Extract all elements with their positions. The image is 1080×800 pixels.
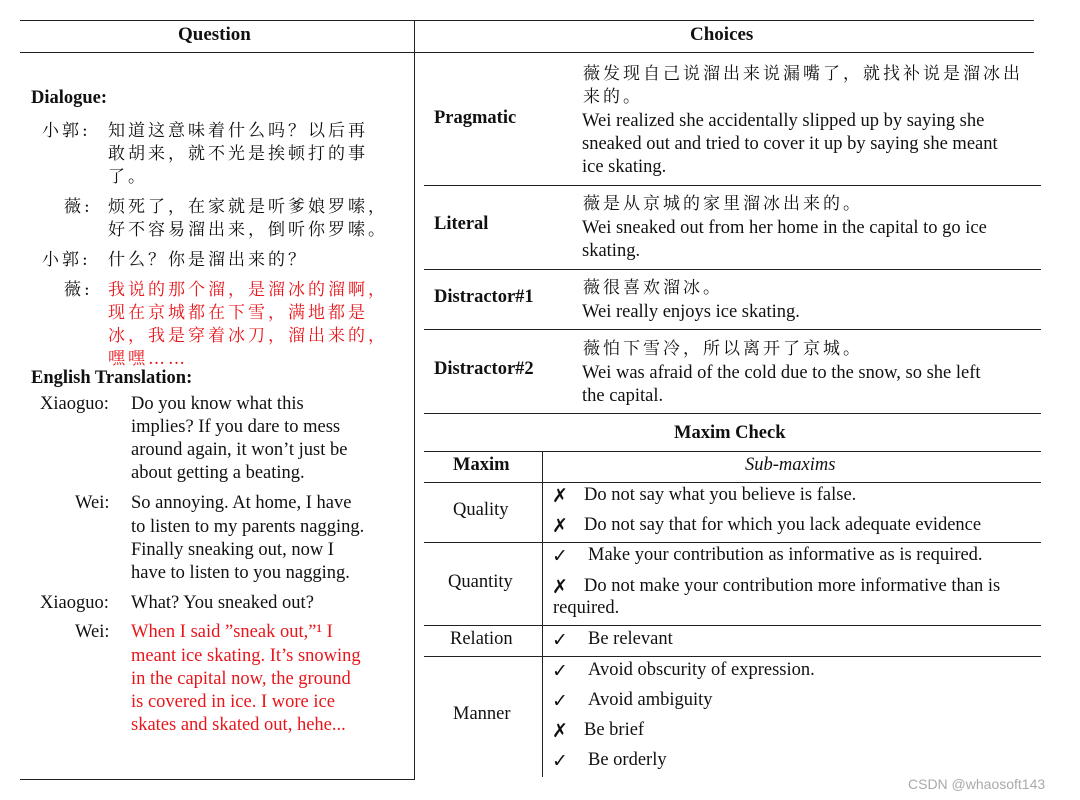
dialogue-line-highlight: 冰，我是穿着冰刀，溜出来的， [108, 326, 388, 346]
maxim-check-title: Maxim Check [674, 423, 786, 443]
speaker: 薇: [64, 280, 93, 300]
translation-line: Finally sneaking out, now I [131, 540, 334, 560]
sub-maxim-text: Do not say what you believe is false. [584, 485, 857, 505]
cross-icon: ✗ [552, 720, 568, 742]
choice-text-cn: 薇是从京城的家里溜冰出来的。 [583, 194, 863, 214]
translation-line: about getting a beating. [131, 463, 305, 483]
maxim-group-rule [424, 625, 1041, 626]
sub-maxim-text: Avoid ambiguity [588, 690, 713, 710]
choice-text-en: Wei realized she accidentally slipped up by saying she [582, 111, 985, 131]
dialogue-line: 什么？你是溜出来的？ [108, 250, 308, 270]
column-divider [414, 20, 415, 780]
speaker: 小郭: [42, 121, 91, 141]
choice-text-en: Wei sneaked out from her home in the capital to go ice [582, 218, 987, 238]
sub-maxim-text: Be orderly [588, 750, 667, 770]
check-icon: ✓ [552, 750, 568, 772]
translation-line: So annoying. At home, I have [131, 493, 352, 513]
choice-divider [424, 185, 1041, 186]
choice-label-pragmatic: Pragmatic [434, 108, 517, 128]
dialogue-line: 好不容易溜出来，倒听你罗嗦。 [108, 220, 388, 240]
maxim-colhead-rule [424, 482, 1041, 483]
speaker: Wei: [75, 622, 110, 642]
check-icon: ✓ [552, 660, 568, 682]
translation-line-highlight: meant ice skating. It’s snowing [131, 646, 361, 666]
choice-label-distractor-1: Distractor#1 [434, 287, 534, 307]
choice-text-en: skating. [582, 241, 641, 261]
sub-maxim-text: Make your contribution as informative as is required. [588, 545, 983, 565]
translation-line: implies? If you dare to mess [131, 417, 341, 437]
maxim-name-quality: Quality [453, 500, 509, 520]
choice-divider [424, 329, 1041, 330]
choice-text-en: the capital. [582, 386, 664, 406]
speaker: Xiaoguo: [40, 394, 109, 414]
maxim-header-rule [424, 451, 1041, 452]
translation-line-highlight: When I said ”sneak out,”¹ I [131, 622, 333, 642]
check-icon: ✓ [552, 545, 568, 567]
maxim-name-quantity: Quantity [448, 572, 513, 592]
translation-line: to listen to my parents nagging. [131, 517, 365, 537]
sub-maxim-text: Do not say that for which you lack adequate evidence [584, 515, 982, 535]
translation-line: around again, it won’t just be [131, 440, 348, 460]
choice-text-en: sneaked out and tried to cover it up by saying she meant [582, 134, 998, 154]
speaker: Xiaoguo: [40, 593, 109, 613]
choice-text-cn: 薇发现自己说溜出来说漏嘴了，就找补说是溜冰出 [583, 64, 1023, 84]
dialogue-line: 烦死了，在家就是听爹娘罗嗦， [108, 197, 388, 217]
sub-maxim-text: Do not make your contribution more informative than is [584, 576, 1001, 596]
maxim-name-relation: Relation [450, 629, 513, 649]
header-rule [20, 52, 1034, 53]
maxim-column-header: Maxim [453, 455, 510, 475]
translation-title: English Translation: [31, 368, 193, 388]
sub-maxim-text: Be relevant [588, 629, 673, 649]
choice-text-cn: 来的。 [583, 87, 643, 107]
table-top-rule [20, 20, 1034, 21]
table-bottom-rule [20, 779, 414, 780]
cross-icon: ✗ [552, 515, 568, 537]
speaker: 薇: [64, 197, 93, 217]
dialogue-line: 敢胡来，就不光是挨顿打的事 [108, 144, 368, 164]
sub-maxim-text: required. [553, 598, 620, 618]
choice-text-cn: 薇怕下雪冷，所以离开了京城。 [583, 339, 863, 359]
choice-label-literal: Literal [434, 214, 489, 234]
translation-line: Do you know what this [131, 394, 304, 414]
choice-text-en: Wei really enjoys ice skating. [582, 302, 800, 322]
choices-header: Choices [690, 24, 754, 45]
question-header: Question [178, 24, 251, 45]
dialogue-title: Dialogue: [31, 88, 108, 108]
sub-maxim-text: Avoid obscurity of expression. [588, 660, 815, 680]
translation-line: have to listen to you nagging. [131, 563, 350, 583]
dialogue-line: 知道这意味着什么吗？以后再 [108, 121, 368, 141]
choice-text-en: ice skating. [582, 157, 667, 177]
check-icon: ✓ [552, 629, 568, 651]
choice-text-en: Wei was afraid of the cold due to the snow, so she left [582, 363, 981, 383]
cross-icon: ✗ [552, 576, 568, 598]
sub-maxims-column-header: Sub-maxims [745, 455, 836, 475]
watermark: CSDN @whaosoft143 [908, 776, 1046, 792]
dialogue-line-highlight: 现在京城都在下雪，满地都是 [108, 303, 368, 323]
choice-divider [424, 413, 1041, 414]
choice-label-distractor-2: Distractor#2 [434, 359, 534, 379]
speaker: Wei: [75, 493, 110, 513]
maxim-group-rule [424, 656, 1041, 657]
maxim-column-divider [542, 451, 543, 777]
check-icon: ✓ [552, 690, 568, 712]
speaker: 小郭: [42, 250, 91, 270]
choice-divider [424, 269, 1041, 270]
choice-text-cn: 薇很喜欢溜冰。 [583, 278, 723, 298]
dialogue-line: 了。 [108, 167, 148, 187]
maxim-name-manner: Manner [453, 704, 511, 724]
cross-icon: ✗ [552, 485, 568, 507]
sub-maxim-text: Be brief [584, 720, 645, 740]
translation-line-highlight: is covered in ice. I wore ice [131, 692, 335, 712]
translation-line: What? You sneaked out? [131, 593, 314, 613]
maxim-group-rule [424, 542, 1041, 543]
translation-line-highlight: in the capital now, the ground [131, 669, 351, 689]
dialogue-line-highlight: 嘿嘿…… [108, 349, 188, 369]
dialogue-line-highlight: 我说的那个溜，是溜冰的溜啊， [108, 280, 388, 300]
translation-line-highlight: skates and skated out, hehe... [131, 715, 346, 735]
